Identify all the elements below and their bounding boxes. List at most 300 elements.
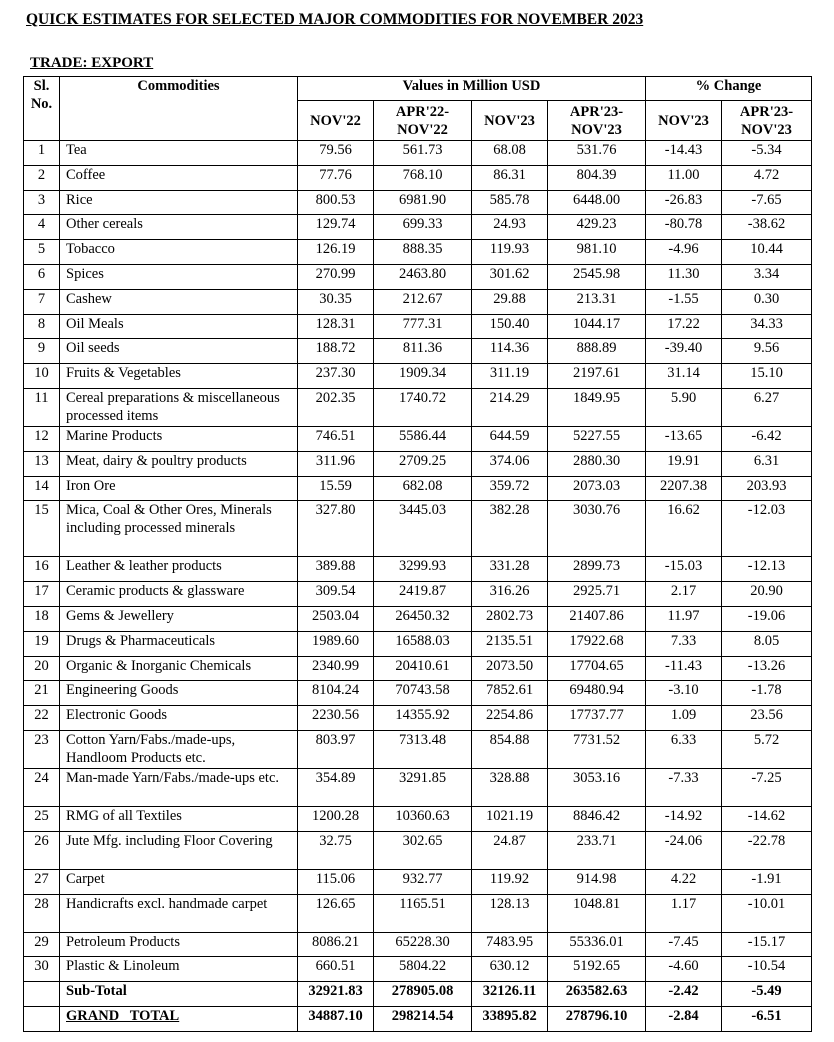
cell-pct-apr23-nov23: 34.33: [722, 314, 812, 339]
cell-nov22: 79.56: [298, 141, 374, 166]
cell-apr22-nov22: 70743.58: [374, 681, 472, 706]
table-row: [24, 240, 812, 265]
row-sl: 2: [24, 165, 60, 190]
cell-pct-apr23-nov23: -15.17: [722, 932, 812, 957]
header-commodities: Commodities: [60, 77, 298, 141]
cell-nov22: 15.59: [298, 476, 374, 501]
grand-total-pct-nov23: -2.84: [646, 1006, 722, 1031]
cell-nov22: 32.75: [298, 831, 374, 869]
row-sl: 22: [24, 706, 60, 731]
cell-pct-nov23: -80.78: [646, 215, 722, 240]
row-commodity: Meat, dairy & poultry products: [60, 451, 298, 476]
row-commodity: RMG of all Textiles: [60, 806, 298, 831]
cell-pct-apr23-nov23: 15.10: [722, 364, 812, 389]
cell-pct-nov23: -1.55: [646, 289, 722, 314]
cell-nov22: 8086.21: [298, 932, 374, 957]
cell-pct-nov23: 16.62: [646, 501, 722, 557]
cell-apr22-nov22: 3445.03: [374, 501, 472, 557]
cell-nov22: 327.80: [298, 501, 374, 557]
cell-pct-nov23: 6.33: [646, 730, 722, 768]
row-sl: 21: [24, 681, 60, 706]
cell-nov23: 331.28: [472, 557, 548, 582]
table-row: [24, 190, 812, 215]
row-commodity: Fruits & Vegetables: [60, 364, 298, 389]
row-commodity: Drugs & Pharmaceuticals: [60, 631, 298, 656]
cell-pct-nov23: -26.83: [646, 190, 722, 215]
row-sl: 17: [24, 582, 60, 607]
grand-total-text: GRAND TOTAL: [66, 1007, 180, 1024]
cell-pct-apr23-nov23: -12.03: [722, 501, 812, 557]
subtotal-pct-apr23-nov23: -5.49: [722, 982, 812, 1007]
cell-apr23-nov23: 531.76: [548, 141, 646, 166]
cell-apr23-nov23: 17922.68: [548, 631, 646, 656]
cell-pct-nov23: -24.06: [646, 831, 722, 869]
cell-nov23: 316.26: [472, 582, 548, 607]
section-title: TRADE: EXPORT: [30, 55, 154, 71]
cell-nov23: 214.29: [472, 388, 548, 426]
grand-total-label: [60, 1006, 298, 1031]
cell-pct-nov23: -3.10: [646, 681, 722, 706]
header-change-group: % Change: [646, 77, 812, 101]
cell-nov22: 389.88: [298, 557, 374, 582]
cell-apr23-nov23: 55336.01: [548, 932, 646, 957]
row-commodity: Spices: [60, 264, 298, 289]
cell-nov23: 585.78: [472, 190, 548, 215]
subtotal-sl: [24, 982, 60, 1007]
cell-apr22-nov22: 699.33: [374, 215, 472, 240]
cell-apr22-nov22: 3299.93: [374, 557, 472, 582]
cell-pct-nov23: 1.17: [646, 894, 722, 932]
cell-nov22: 202.35: [298, 388, 374, 426]
cell-nov22: 311.96: [298, 451, 374, 476]
table-row: [24, 557, 812, 582]
row-commodity: Leather & leather products: [60, 557, 298, 582]
cell-pct-nov23: 7.33: [646, 631, 722, 656]
cell-apr22-nov22: 1740.72: [374, 388, 472, 426]
cell-apr23-nov23: 2925.71: [548, 582, 646, 607]
export-table: [23, 76, 812, 1032]
row-commodity: Iron Ore: [60, 476, 298, 501]
cell-pct-apr23-nov23: -5.34: [722, 141, 812, 166]
cell-pct-apr23-nov23: -10.01: [722, 894, 812, 932]
cell-pct-apr23-nov23: -12.13: [722, 557, 812, 582]
row-commodity: Carpet: [60, 869, 298, 894]
row-sl: 5: [24, 240, 60, 265]
cell-pct-nov23: -11.43: [646, 656, 722, 681]
cell-pct-apr23-nov23: 203.93: [722, 476, 812, 501]
cell-nov22: 126.65: [298, 894, 374, 932]
cell-pct-apr23-nov23: -22.78: [722, 831, 812, 869]
row-sl: 29: [24, 932, 60, 957]
cell-apr22-nov22: 7313.48: [374, 730, 472, 768]
cell-pct-nov23: -4.60: [646, 957, 722, 982]
cell-pct-apr23-nov23: 20.90: [722, 582, 812, 607]
table-row: [24, 426, 812, 451]
cell-nov23: 359.72: [472, 476, 548, 501]
cell-apr23-nov23: 981.10: [548, 240, 646, 265]
cell-apr23-nov23: 21407.86: [548, 606, 646, 631]
cell-nov23: 119.93: [472, 240, 548, 265]
cell-apr22-nov22: 302.65: [374, 831, 472, 869]
cell-pct-apr23-nov23: 0.30: [722, 289, 812, 314]
row-sl: 13: [24, 451, 60, 476]
cell-apr23-nov23: 6448.00: [548, 190, 646, 215]
cell-nov22: 746.51: [298, 426, 374, 451]
grand-total-pct-apr23-nov23: -6.51: [722, 1006, 812, 1031]
cell-nov23: 630.12: [472, 957, 548, 982]
cell-apr23-nov23: 2899.73: [548, 557, 646, 582]
cell-apr23-nov23: 1849.95: [548, 388, 646, 426]
cell-nov22: 8104.24: [298, 681, 374, 706]
cell-pct-nov23: -14.92: [646, 806, 722, 831]
row-commodity: Organic & Inorganic Chemicals: [60, 656, 298, 681]
cell-nov22: 77.76: [298, 165, 374, 190]
cell-apr23-nov23: 3053.16: [548, 768, 646, 806]
cell-pct-nov23: -7.33: [646, 768, 722, 806]
cell-nov23: 68.08: [472, 141, 548, 166]
cell-pct-apr23-nov23: 3.34: [722, 264, 812, 289]
cell-nov23: 1021.19: [472, 806, 548, 831]
table-body: [24, 141, 812, 1032]
cell-pct-nov23: 11.30: [646, 264, 722, 289]
cell-apr23-nov23: 2880.30: [548, 451, 646, 476]
cell-nov22: 354.89: [298, 768, 374, 806]
row-commodity: Cashew: [60, 289, 298, 314]
cell-nov22: 1200.28: [298, 806, 374, 831]
table-row: [24, 869, 812, 894]
row-commodity: Petroleum Products: [60, 932, 298, 957]
table-row: [24, 141, 812, 166]
cell-nov23: 7483.95: [472, 932, 548, 957]
cell-nov22: 128.31: [298, 314, 374, 339]
table-row: [24, 706, 812, 731]
cell-nov23: 644.59: [472, 426, 548, 451]
cell-apr22-nov22: 26450.32: [374, 606, 472, 631]
grand-total-nov23: 33895.82: [472, 1006, 548, 1031]
table-row: [24, 631, 812, 656]
row-sl: 23: [24, 730, 60, 768]
table-row: [24, 730, 812, 768]
header-pct-apr23-nov23: APR'23-NOV'23: [722, 101, 812, 141]
cell-nov23: 150.40: [472, 314, 548, 339]
row-commodity: Tobacco: [60, 240, 298, 265]
table-row: [24, 501, 812, 557]
row-sl: 6: [24, 264, 60, 289]
table-row: [24, 606, 812, 631]
cell-apr23-nov23: 804.39: [548, 165, 646, 190]
row-sl: 8: [24, 314, 60, 339]
table-row: [24, 806, 812, 831]
cell-apr22-nov22: 2709.25: [374, 451, 472, 476]
cell-apr22-nov22: 2463.80: [374, 264, 472, 289]
cell-apr23-nov23: 17704.65: [548, 656, 646, 681]
cell-nov22: 30.35: [298, 289, 374, 314]
table-row: [24, 894, 812, 932]
cell-pct-nov23: 17.22: [646, 314, 722, 339]
row-sl: 20: [24, 656, 60, 681]
cell-nov22: 2340.99: [298, 656, 374, 681]
row-sl: 9: [24, 339, 60, 364]
cell-apr23-nov23: 2197.61: [548, 364, 646, 389]
cell-pct-nov23: 31.14: [646, 364, 722, 389]
cell-nov23: 311.19: [472, 364, 548, 389]
cell-pct-nov23: -14.43: [646, 141, 722, 166]
cell-pct-nov23: 19.91: [646, 451, 722, 476]
cell-nov22: 237.30: [298, 364, 374, 389]
table-row: [24, 215, 812, 240]
row-commodity: Man-made Yarn/Fabs./made-ups etc.: [60, 768, 298, 806]
cell-pct-nov23: 5.90: [646, 388, 722, 426]
cell-apr22-nov22: 20410.61: [374, 656, 472, 681]
table-row: [24, 831, 812, 869]
cell-pct-apr23-nov23: -7.65: [722, 190, 812, 215]
header-pct-nov23: NOV'23: [646, 101, 722, 141]
row-sl: 27: [24, 869, 60, 894]
cell-apr23-nov23: 5192.65: [548, 957, 646, 982]
cell-apr22-nov22: 811.36: [374, 339, 472, 364]
row-commodity: Marine Products: [60, 426, 298, 451]
table-row: [24, 932, 812, 957]
cell-nov22: 803.97: [298, 730, 374, 768]
subtotal-pct-nov23: -2.42: [646, 982, 722, 1007]
row-sl: 16: [24, 557, 60, 582]
cell-pct-apr23-nov23: -38.62: [722, 215, 812, 240]
row-sl: 12: [24, 426, 60, 451]
cell-apr22-nov22: 6981.90: [374, 190, 472, 215]
cell-nov22: 126.19: [298, 240, 374, 265]
grand-total-row: [24, 1006, 812, 1031]
row-commodity: Ceramic products & glassware: [60, 582, 298, 607]
row-commodity: Rice: [60, 190, 298, 215]
table-row: [24, 165, 812, 190]
cell-pct-nov23: 11.97: [646, 606, 722, 631]
cell-apr22-nov22: 5804.22: [374, 957, 472, 982]
row-commodity: Cotton Yarn/Fabs./made-ups, Handloom Products etc.: [60, 730, 298, 768]
cell-pct-apr23-nov23: -13.26: [722, 656, 812, 681]
cell-pct-nov23: 11.00: [646, 165, 722, 190]
header-nov23: NOV'23: [472, 101, 548, 141]
row-sl: 1: [24, 141, 60, 166]
row-sl: 19: [24, 631, 60, 656]
cell-pct-nov23: -4.96: [646, 240, 722, 265]
row-commodity: Gems & Jewellery: [60, 606, 298, 631]
cell-apr23-nov23: 2545.98: [548, 264, 646, 289]
row-sl: 10: [24, 364, 60, 389]
cell-nov22: 660.51: [298, 957, 374, 982]
cell-apr22-nov22: 682.08: [374, 476, 472, 501]
cell-nov22: 115.06: [298, 869, 374, 894]
table-row: [24, 768, 812, 806]
cell-nov23: 854.88: [472, 730, 548, 768]
cell-nov23: 2802.73: [472, 606, 548, 631]
row-commodity: Electronic Goods: [60, 706, 298, 731]
cell-apr23-nov23: 69480.94: [548, 681, 646, 706]
cell-pct-nov23: 4.22: [646, 869, 722, 894]
cell-nov22: 2503.04: [298, 606, 374, 631]
cell-pct-nov23: 1.09: [646, 706, 722, 731]
cell-nov23: 374.06: [472, 451, 548, 476]
cell-nov23: 382.28: [472, 501, 548, 557]
cell-apr22-nov22: 212.67: [374, 289, 472, 314]
table-row: [24, 656, 812, 681]
cell-nov23: 24.93: [472, 215, 548, 240]
cell-pct-apr23-nov23: -6.42: [722, 426, 812, 451]
header-nov22: NOV'22: [298, 101, 374, 141]
cell-pct-apr23-nov23: 6.31: [722, 451, 812, 476]
row-commodity: Other cereals: [60, 215, 298, 240]
row-commodity: Tea: [60, 141, 298, 166]
cell-nov22: 270.99: [298, 264, 374, 289]
row-sl: 7: [24, 289, 60, 314]
cell-apr22-nov22: 1165.51: [374, 894, 472, 932]
cell-nov22: 2230.56: [298, 706, 374, 731]
cell-apr23-nov23: 429.23: [548, 215, 646, 240]
cell-nov22: 309.54: [298, 582, 374, 607]
table-row: [24, 314, 812, 339]
header-sl: Sl. No.: [24, 77, 60, 141]
table-row: [24, 451, 812, 476]
grand-total-apr22-nov22: 298214.54: [374, 1006, 472, 1031]
cell-pct-nov23: -13.65: [646, 426, 722, 451]
header-apr22-nov22: APR'22-NOV'22: [374, 101, 472, 141]
subtotal-label: Sub-Total: [60, 982, 298, 1007]
cell-pct-apr23-nov23: 5.72: [722, 730, 812, 768]
cell-apr23-nov23: 233.71: [548, 831, 646, 869]
cell-apr22-nov22: 768.10: [374, 165, 472, 190]
table-row: [24, 681, 812, 706]
cell-nov23: 2073.50: [472, 656, 548, 681]
row-sl: 15: [24, 501, 60, 557]
subtotal-nov22: 32921.83: [298, 982, 374, 1007]
cell-apr23-nov23: 3030.76: [548, 501, 646, 557]
row-commodity: Oil Meals: [60, 314, 298, 339]
cell-nov22: 188.72: [298, 339, 374, 364]
cell-nov23: 119.92: [472, 869, 548, 894]
cell-pct-apr23-nov23: -1.91: [722, 869, 812, 894]
cell-pct-nov23: -39.40: [646, 339, 722, 364]
cell-nov22: 129.74: [298, 215, 374, 240]
cell-apr22-nov22: 10360.63: [374, 806, 472, 831]
row-sl: 26: [24, 831, 60, 869]
cell-apr23-nov23: 213.31: [548, 289, 646, 314]
cell-apr22-nov22: 777.31: [374, 314, 472, 339]
cell-apr22-nov22: 14355.92: [374, 706, 472, 731]
row-commodity: Plastic & Linoleum: [60, 957, 298, 982]
cell-apr23-nov23: 1048.81: [548, 894, 646, 932]
row-sl: 24: [24, 768, 60, 806]
table-row: [24, 364, 812, 389]
cell-apr23-nov23: 914.98: [548, 869, 646, 894]
cell-nov23: 128.13: [472, 894, 548, 932]
page-title: QUICK ESTIMATES FOR SELECTED MAJOR COMMODITIES FOR NOVEMBER 2023: [26, 11, 644, 28]
header-values-group: Values in Million USD: [298, 77, 646, 101]
cell-apr23-nov23: 17737.77: [548, 706, 646, 731]
cell-pct-apr23-nov23: 6.27: [722, 388, 812, 426]
grand-total-nov22: 34887.10: [298, 1006, 374, 1031]
table-row: [24, 582, 812, 607]
cell-nov23: 328.88: [472, 768, 548, 806]
cell-pct-nov23: 2207.38: [646, 476, 722, 501]
cell-pct-apr23-nov23: 9.56: [722, 339, 812, 364]
row-sl: 28: [24, 894, 60, 932]
cell-nov23: 29.88: [472, 289, 548, 314]
row-sl: 3: [24, 190, 60, 215]
cell-pct-apr23-nov23: -14.62: [722, 806, 812, 831]
cell-pct-apr23-nov23: -19.06: [722, 606, 812, 631]
cell-pct-nov23: -15.03: [646, 557, 722, 582]
row-commodity: Mica, Coal & Other Ores, Minerals including processed minerals: [60, 501, 298, 557]
table-row: [24, 388, 812, 426]
cell-nov23: 2135.51: [472, 631, 548, 656]
row-sl: 30: [24, 957, 60, 982]
cell-pct-nov23: -7.45: [646, 932, 722, 957]
cell-nov23: 86.31: [472, 165, 548, 190]
cell-apr22-nov22: 5586.44: [374, 426, 472, 451]
cell-apr22-nov22: 932.77: [374, 869, 472, 894]
row-commodity: Oil seeds: [60, 339, 298, 364]
row-sl: 25: [24, 806, 60, 831]
cell-nov23: 114.36: [472, 339, 548, 364]
header-apr23-nov23: APR'23-NOV'23: [548, 101, 646, 141]
grand-total-apr23-nov23: 278796.10: [548, 1006, 646, 1031]
row-sl: 11: [24, 388, 60, 426]
cell-apr22-nov22: 65228.30: [374, 932, 472, 957]
cell-apr22-nov22: 2419.87: [374, 582, 472, 607]
cell-nov23: 24.87: [472, 831, 548, 869]
subtotal-row: [24, 982, 812, 1007]
cell-apr22-nov22: 16588.03: [374, 631, 472, 656]
cell-apr23-nov23: 2073.03: [548, 476, 646, 501]
cell-apr23-nov23: 888.89: [548, 339, 646, 364]
cell-apr23-nov23: 8846.42: [548, 806, 646, 831]
row-sl: 4: [24, 215, 60, 240]
table-row: [24, 289, 812, 314]
cell-apr23-nov23: 5227.55: [548, 426, 646, 451]
cell-pct-apr23-nov23: 23.56: [722, 706, 812, 731]
table-row: [24, 476, 812, 501]
subtotal-apr22-nov22: 278905.08: [374, 982, 472, 1007]
cell-nov23: 301.62: [472, 264, 548, 289]
table-row: [24, 339, 812, 364]
row-commodity: Cereal preparations & miscellaneous processed items: [60, 388, 298, 426]
row-commodity: Coffee: [60, 165, 298, 190]
cell-pct-apr23-nov23: -7.25: [722, 768, 812, 806]
cell-apr22-nov22: 3291.85: [374, 768, 472, 806]
table-row: [24, 264, 812, 289]
row-sl: 14: [24, 476, 60, 501]
cell-nov22: 1989.60: [298, 631, 374, 656]
cell-apr22-nov22: 561.73: [374, 141, 472, 166]
row-commodity: Jute Mfg. including Floor Covering: [60, 831, 298, 869]
grand-total-sl: [24, 1006, 60, 1031]
row-commodity: Engineering Goods: [60, 681, 298, 706]
cell-pct-apr23-nov23: -10.54: [722, 957, 812, 982]
cell-apr23-nov23: 7731.52: [548, 730, 646, 768]
subtotal-apr23-nov23: 263582.63: [548, 982, 646, 1007]
cell-pct-apr23-nov23: -1.78: [722, 681, 812, 706]
subtotal-nov23: 32126.11: [472, 982, 548, 1007]
cell-apr23-nov23: 1044.17: [548, 314, 646, 339]
cell-nov23: 7852.61: [472, 681, 548, 706]
cell-nov23: 2254.86: [472, 706, 548, 731]
cell-pct-nov23: 2.17: [646, 582, 722, 607]
cell-pct-apr23-nov23: 8.05: [722, 631, 812, 656]
table-row: [24, 957, 812, 982]
cell-apr22-nov22: 888.35: [374, 240, 472, 265]
cell-pct-apr23-nov23: 10.44: [722, 240, 812, 265]
cell-nov22: 800.53: [298, 190, 374, 215]
cell-apr22-nov22: 1909.34: [374, 364, 472, 389]
